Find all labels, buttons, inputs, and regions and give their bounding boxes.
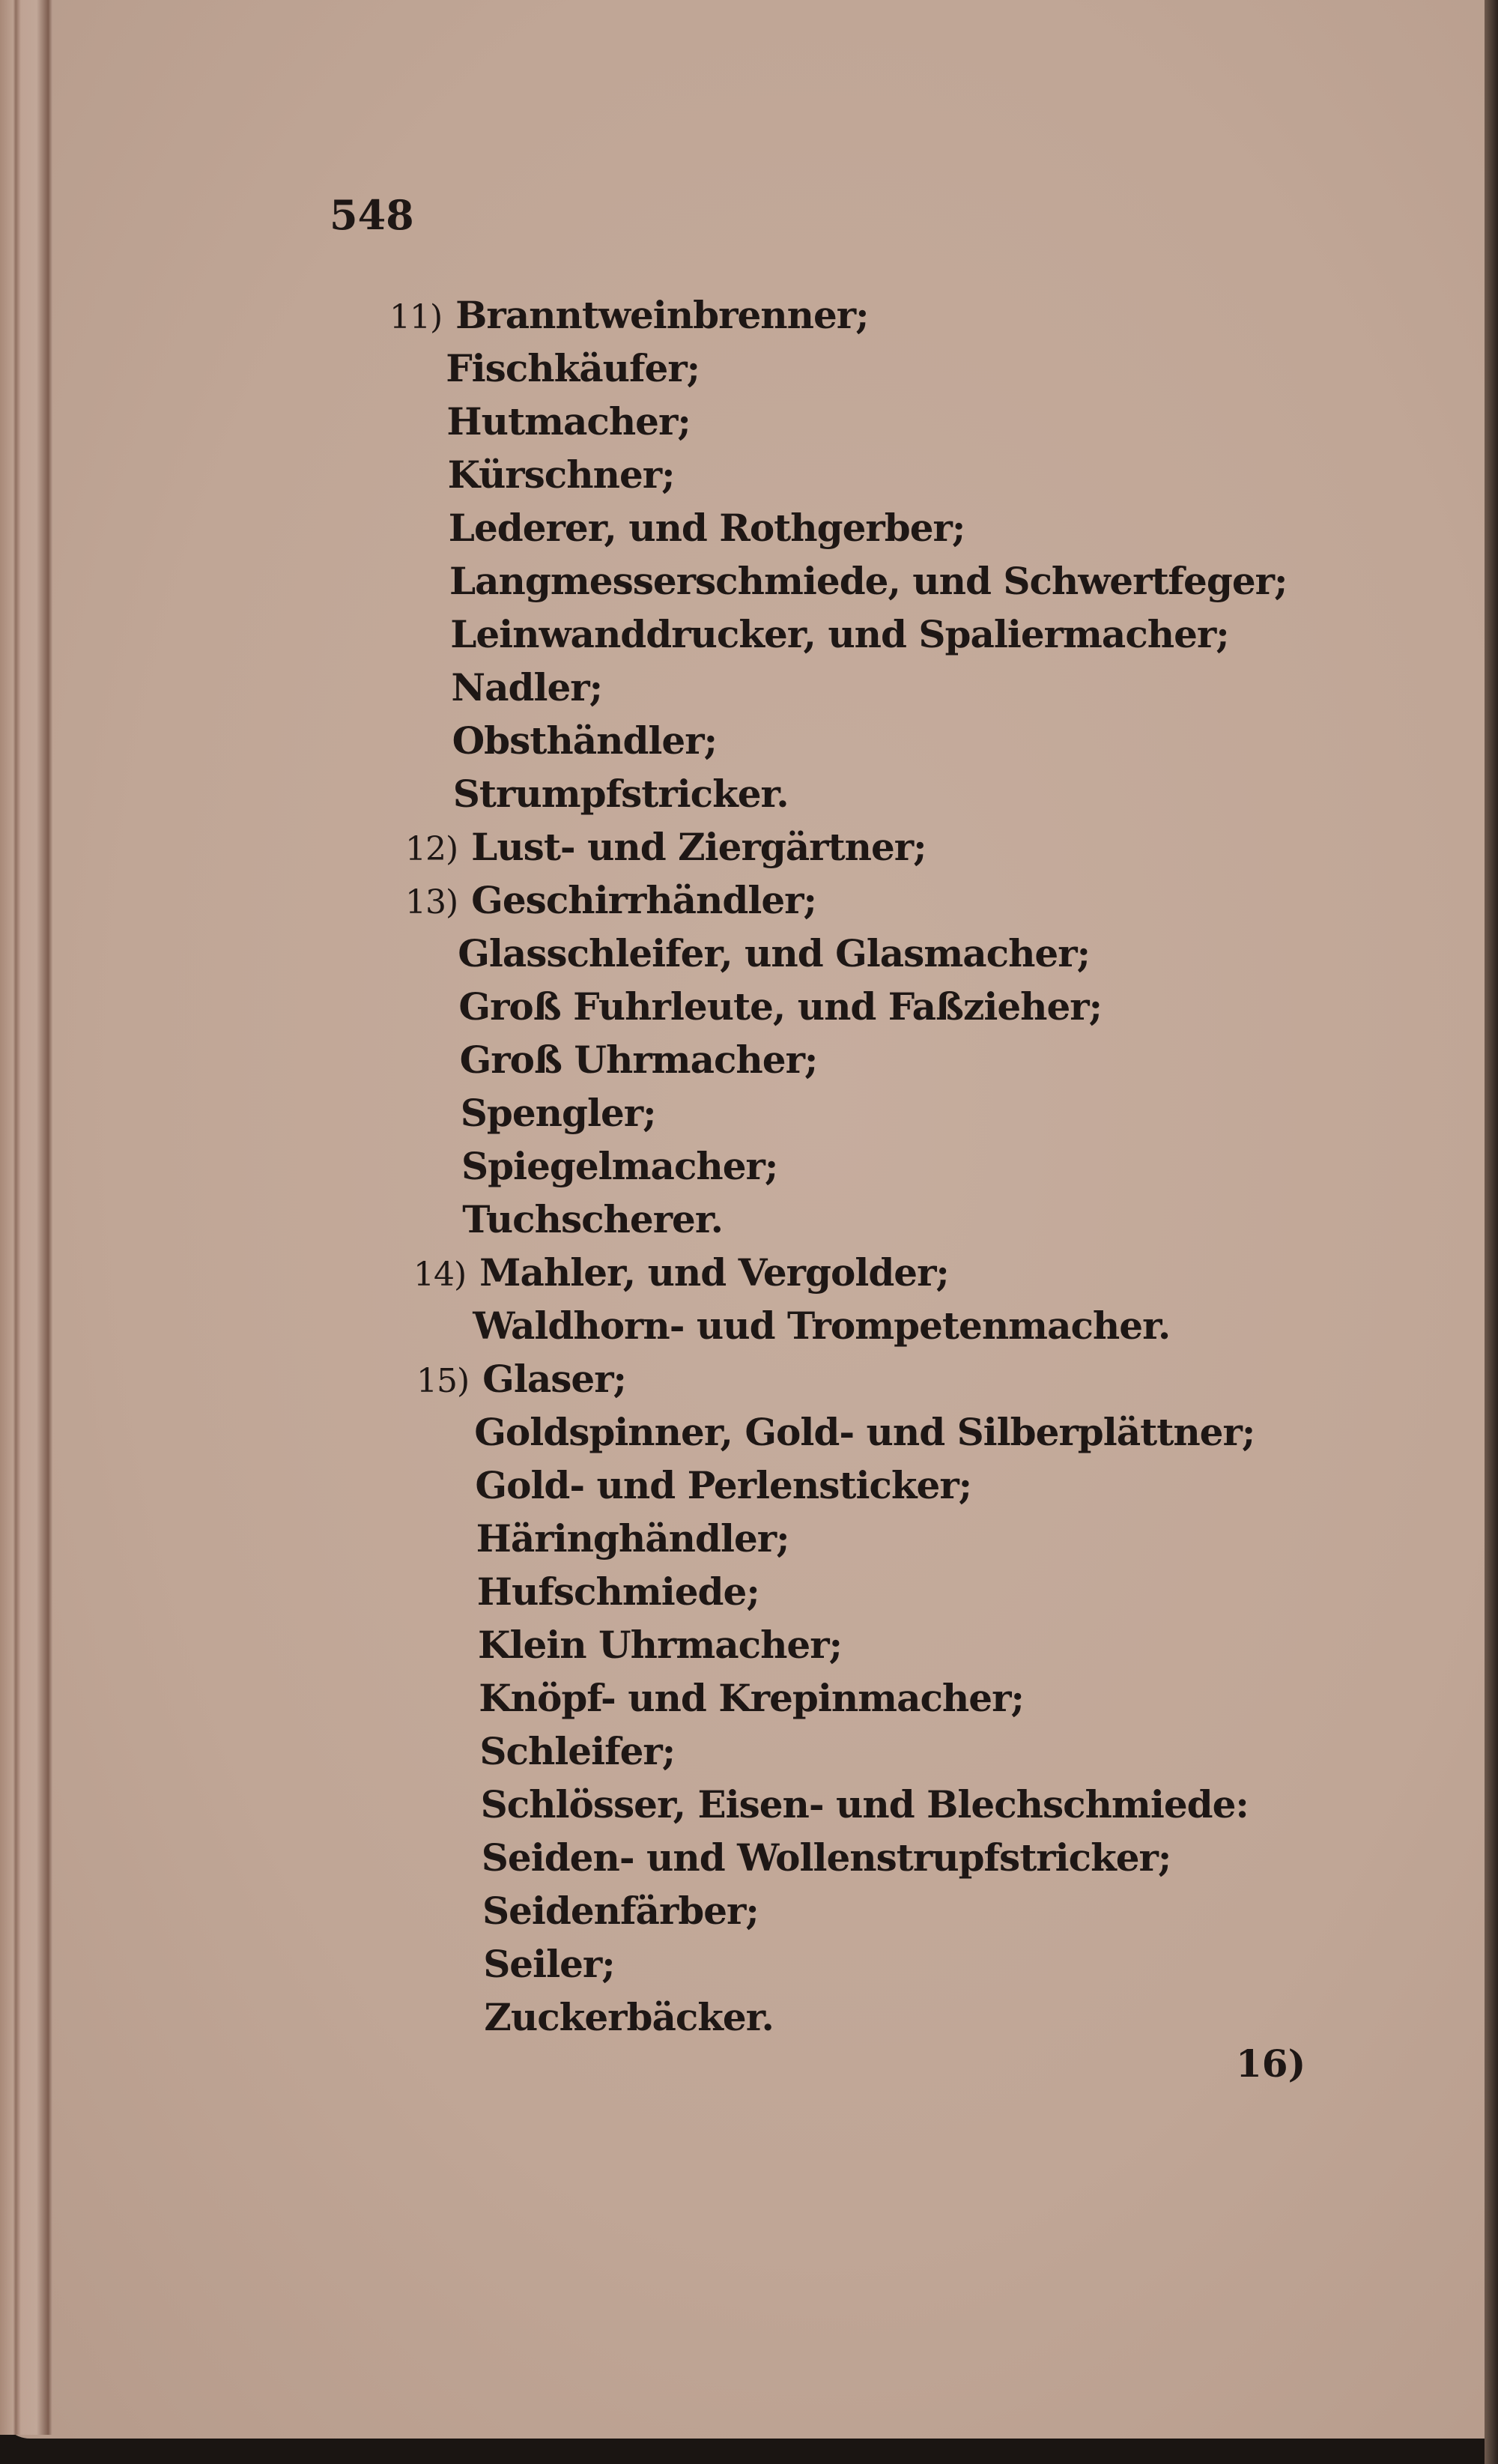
list-item [0, 554, 1287, 608]
trade-name: Gold- und Perlensticker; [475, 1463, 972, 1507]
list-item [0, 1778, 1287, 1831]
list-item [0, 1299, 1287, 1352]
trade-name: Hufschmiede; [476, 1569, 759, 1614]
trade-name: Leinwanddrucker, und Spaliermacher; [450, 612, 1229, 656]
catchword: 16) [1236, 2041, 1306, 2086]
trade-name: Knöpf- und Krepinmacher; [479, 1676, 1024, 1720]
list-item [0, 980, 1287, 1033]
group-number: 13) [405, 883, 458, 921]
list-item [0, 1671, 1287, 1725]
list-item [0, 927, 1287, 980]
list-item [0, 661, 1287, 714]
trade-name: Goldspinner, Gold- und Silberplättner; [474, 1410, 1255, 1454]
trade-name: Lederer, und Rothgerber; [448, 506, 965, 550]
list-item [0, 714, 1287, 767]
trade-name: Waldhorn- uud Trompetenmacher. [473, 1304, 1171, 1348]
trade-name: Seiler; [483, 1942, 615, 1986]
trade-name: Groß Uhrmacher; [459, 1038, 818, 1082]
trade-name: Geschirrhändler; [471, 878, 816, 922]
list-item [0, 448, 1287, 501]
trade-name: Klein Uhrmacher; [478, 1623, 843, 1667]
trade-name: Spiegelmacher; [461, 1144, 778, 1188]
page-number: 548 [330, 191, 414, 239]
trade-name: Tuchscherer. [462, 1197, 724, 1241]
list-item [0, 1086, 1287, 1139]
trade-name: Mahler, und Vergolder; [479, 1250, 949, 1295]
trade-name: Häringhändler; [476, 1516, 789, 1561]
trade-name: Seiden- und Wollenstrupfstricker; [481, 1835, 1171, 1880]
trade-name: Kürschner; [447, 452, 675, 497]
trade-name: Schlösser, Eisen- und Blechschmiede: [480, 1782, 1249, 1826]
list-item [0, 1937, 1287, 1991]
trade-name: Glasschleifer, und Glasmacher; [458, 931, 1091, 975]
trade-name: Branntweinbrenner; [455, 293, 869, 337]
group-heading-line [0, 820, 1287, 874]
page-right-edge [1485, 0, 1498, 2464]
trade-name: Lust- und Ziergärtner; [471, 825, 927, 869]
list-item [0, 1405, 1287, 1459]
group-heading-line [0, 1352, 1287, 1405]
trade-name: Fischkäufer; [446, 346, 700, 390]
list-item [0, 1193, 1287, 1246]
list-item [0, 1991, 1287, 2044]
list-item [0, 1565, 1287, 1618]
group-heading-line [0, 874, 1287, 927]
list-item [0, 767, 1287, 820]
list-item [0, 1459, 1287, 1512]
group-number: 14) [413, 1256, 467, 1294]
trade-list [0, 288, 1287, 2044]
list-item [0, 1831, 1287, 1884]
group-number: 12) [405, 830, 458, 868]
list-item [0, 1618, 1287, 1671]
trade-name: Hutmacher; [446, 399, 691, 444]
trade-name: Groß Fuhrleute, und Faßzieher; [458, 984, 1103, 1029]
list-item [0, 608, 1287, 661]
trade-name: Obsthändler; [452, 718, 718, 763]
trade-name: Spengler; [460, 1091, 656, 1135]
trade-name: Nadler; [451, 665, 603, 709]
trade-name: Schleifer; [479, 1729, 676, 1773]
trade-name: Zuckerbäcker. [484, 1995, 774, 2039]
group-number: 11) [389, 298, 443, 336]
group-heading-line [0, 288, 1287, 342]
list-item [0, 342, 1287, 395]
trade-name: Seidenfärber; [482, 1889, 759, 1933]
list-item [0, 395, 1287, 448]
list-item [0, 1139, 1287, 1193]
trade-name: Langmesserschmiede, und Schwertfeger; [449, 559, 1288, 603]
list-item [0, 1884, 1287, 1937]
trade-name: Strumpfstricker. [452, 772, 789, 816]
group-number: 15) [416, 1362, 470, 1400]
list-item [0, 1512, 1287, 1565]
list-item [0, 501, 1287, 554]
list-item [0, 1725, 1287, 1778]
group-heading-line [0, 1246, 1287, 1299]
trade-name: Glaser; [482, 1357, 627, 1401]
list-item [0, 1033, 1287, 1086]
